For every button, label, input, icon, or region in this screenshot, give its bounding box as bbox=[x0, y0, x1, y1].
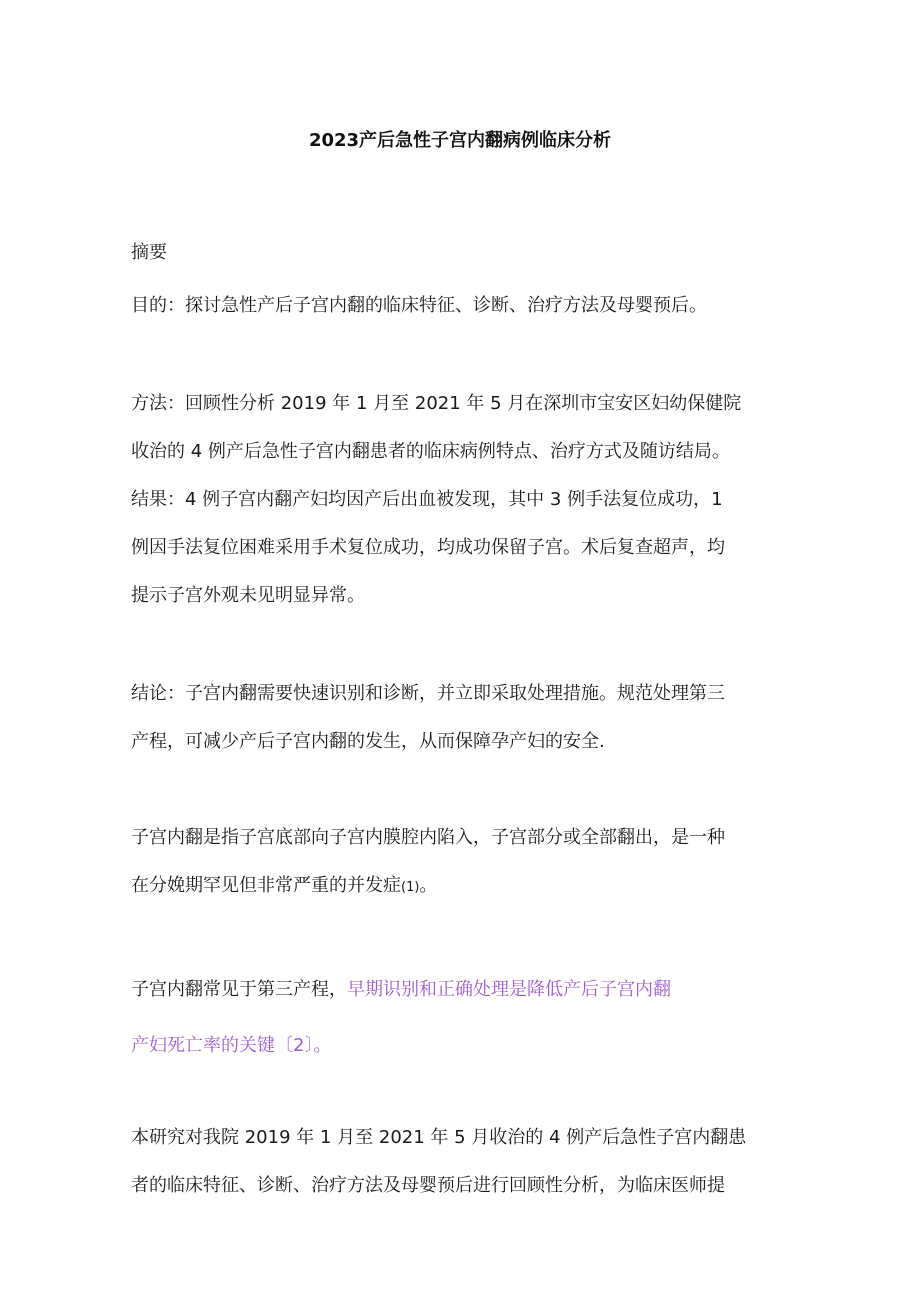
study-paragraph bbox=[131, 1114, 803, 1210]
document-title: 2023产后急性子宫内翻病例临床分析 bbox=[308, 130, 612, 151]
occurrence-line-1 bbox=[131, 966, 803, 1014]
definition-line-2-text: 在分娩期罕见但非常严重的并发症 bbox=[131, 875, 401, 896]
method-paragraph bbox=[131, 380, 803, 476]
occurrence-paragraph bbox=[131, 966, 803, 1070]
definition-line-2-end: 。 bbox=[419, 875, 438, 896]
result-line-1: 结果：4 例子宫内翻产妇均因产后出血被发现，其中 3 例手法复位成功，1 bbox=[131, 489, 723, 510]
reference-1: (1) bbox=[401, 880, 420, 895]
method-line-2: 收治的 4 例产后急性子宫内翻患者的临床病例特点、治疗方式及随访结局。 bbox=[131, 441, 730, 462]
purpose-paragraph bbox=[131, 282, 803, 330]
occurrence-plain-text: 子宫内翻常见于第三产程， bbox=[131, 979, 347, 1000]
occurrence-highlight-2: 产妇死亡率的关键〔2〕。 bbox=[131, 1035, 332, 1056]
method-line-1: 方法：回顾性分析 2019 年 1 月至 2021 年 5 月在深圳市宝安区妇幼保健院 bbox=[131, 393, 742, 414]
definition-line-1: 子宫内翻是指子宫底部向子宫内膜腔内陷入，子宫部分或全部翻出，是一种 bbox=[131, 827, 725, 848]
conclusion-line-1: 结论：子宫内翻需要快速识别和诊断，并立即采取处理措施。规范处理第三 bbox=[131, 683, 725, 704]
definition-line-2 bbox=[131, 862, 803, 912]
study-line-1: 本研究对我院 2019 年 1 月至 2021 年 5 月收治的 4 例产后急性子宫内翻患 bbox=[131, 1127, 747, 1148]
abstract-heading bbox=[131, 229, 803, 277]
result-line-3: 提示子宫外观未见明显异常。 bbox=[131, 585, 365, 606]
result-line-2: 例因手法复位困难采用手术复位成功，均成功保留子宫。术后复查超声，均 bbox=[131, 537, 725, 558]
result-paragraph bbox=[131, 476, 803, 620]
study-line-2: 者的临床特征、诊断、治疗方法及母婴预后进行回顾性分析，为临床医师提 bbox=[131, 1175, 725, 1196]
conclusion-line-2: 产程，可减少产后子宫内翻的发生，从而保障孕产妇的安全. bbox=[131, 731, 605, 752]
conclusion-paragraph bbox=[131, 670, 803, 766]
occurrence-highlight-1: 早期识别和正确处理是降低产后子宫内翻 bbox=[347, 979, 671, 1000]
purpose-text: 目的：探讨急性产后子宫内翻的临床特征、诊断、治疗方法及母婴预后。 bbox=[131, 295, 707, 316]
abstract-heading-text: 摘要 bbox=[131, 242, 167, 263]
definition-paragraph bbox=[131, 814, 803, 912]
